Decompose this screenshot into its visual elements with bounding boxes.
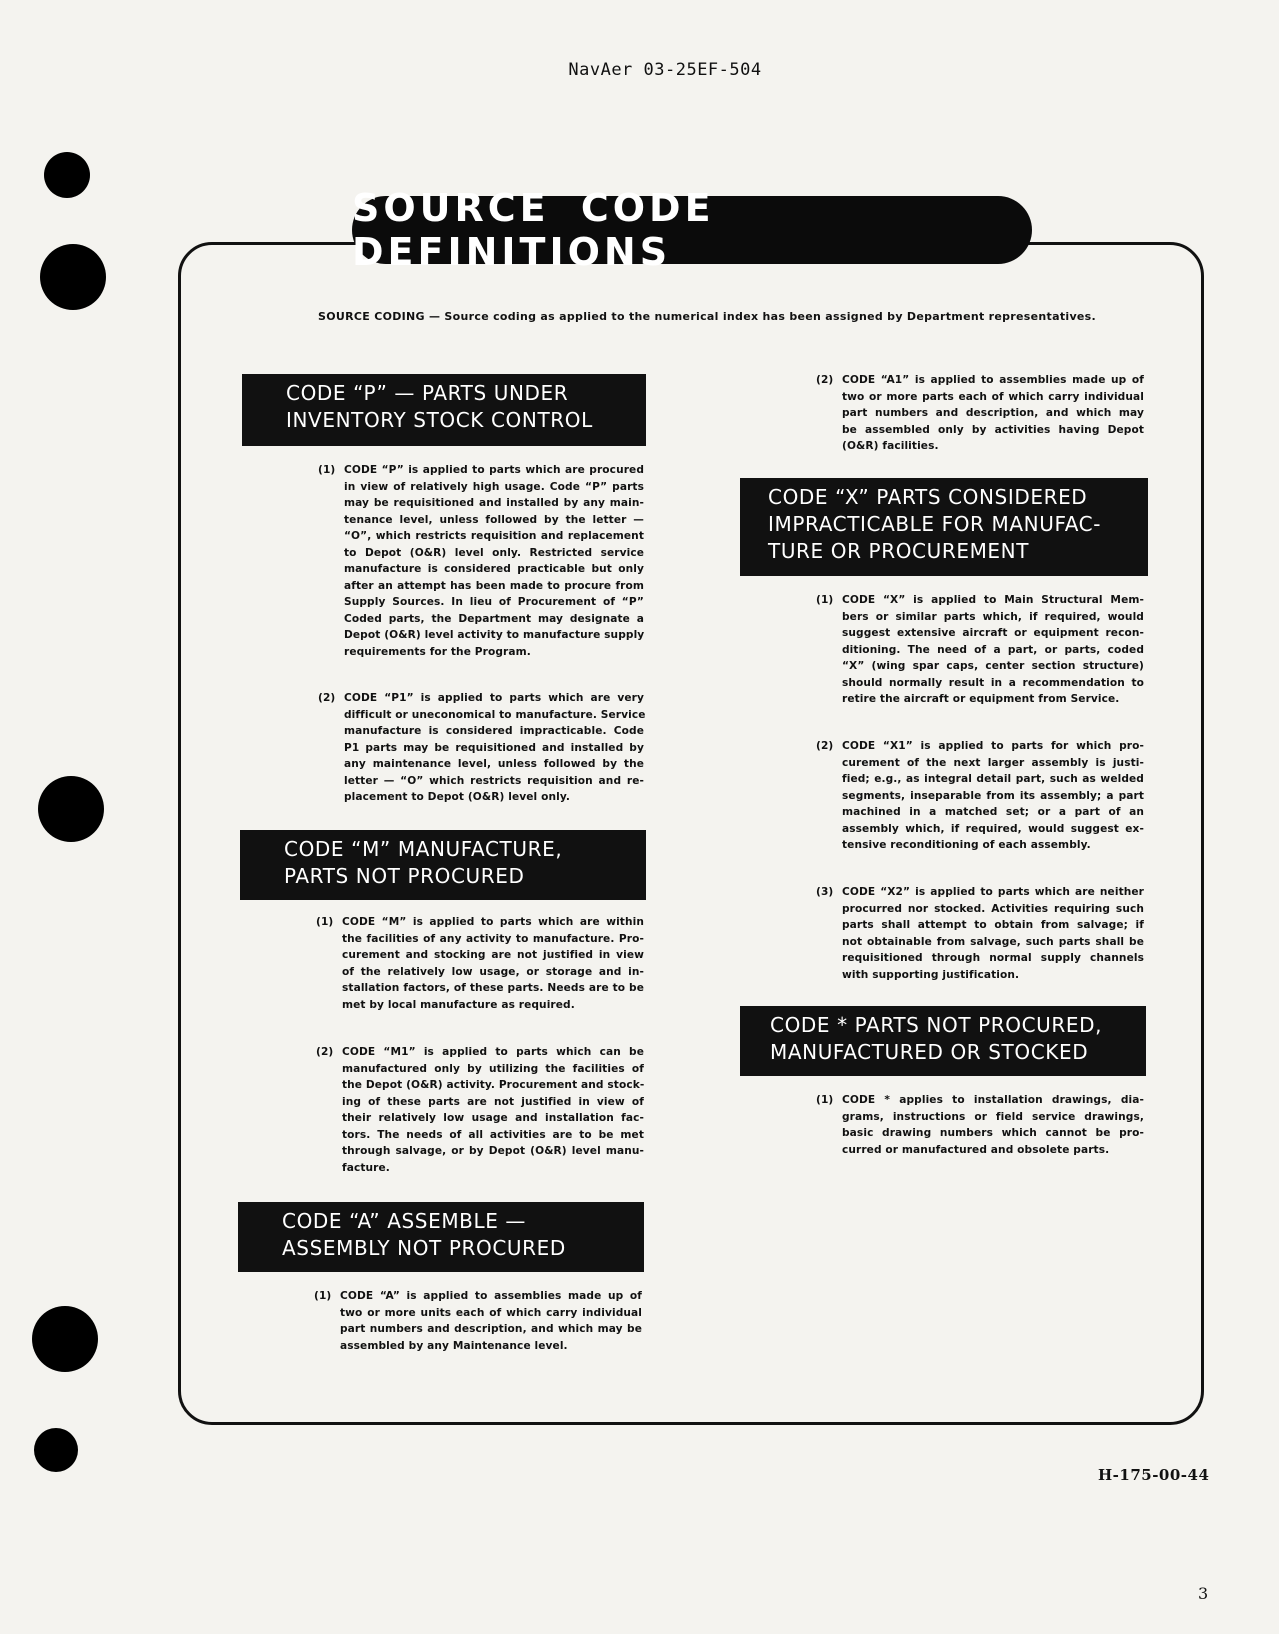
- text-line: with supporting justification.: [842, 968, 1020, 981]
- text-line: after an attempt has been made to procure from: [344, 579, 644, 592]
- text-line: parts shall attempt to obtain from salvage; if: [842, 919, 1144, 931]
- text-line: Supply Sources. In lieu of Procurement of “P”: [344, 596, 644, 608]
- text-line: met by local manufacture as required.: [342, 998, 575, 1011]
- text-line: curement and stocking are not justified in view: [342, 949, 644, 961]
- code-star-header-line: CODE * PARTS NOT PROCURED,: [770, 1013, 1103, 1037]
- text-line: tensive reconditioning of each assembly.: [842, 839, 1091, 851]
- code-a-header: [238, 1202, 644, 1272]
- text-line: may be requisitioned and installed by any main-: [344, 497, 644, 509]
- text-line: CODE “M1” is applied to parts which can be: [342, 1046, 644, 1058]
- code-m-header-line: PARTS NOT PROCURED: [284, 864, 525, 888]
- binder-hole-2: [40, 244, 106, 310]
- code-x-item-2: [816, 738, 1144, 854]
- code-a-item-1: [314, 1288, 642, 1354]
- text-line: CODE “P” is applied to parts which are procured: [344, 464, 644, 476]
- text-line: letter — “O” which restricts requisition and re-: [344, 774, 644, 787]
- text-line: CODE “X2” is applied to parts which are neither: [842, 886, 1144, 898]
- text-line: two or more parts each of which carry individual: [842, 390, 1144, 403]
- code-star-header: [740, 1006, 1146, 1076]
- text-line: ing of these parts are not justified in view of: [342, 1095, 644, 1108]
- text-line: fied; e.g., as integral detail part, such as welded: [842, 773, 1144, 785]
- text-line: CODE “P1” is applied to parts which are very: [344, 692, 644, 704]
- text-line: placement to Depot (O&R) level only.: [344, 791, 570, 803]
- code-p-item-2: [318, 690, 646, 806]
- text-line: segments, inseparable from its assembly; a part: [842, 789, 1144, 802]
- text-line: the facilities of any activity to manufacture. Pro-: [342, 932, 644, 945]
- text-line: not obtainable from salvage, such parts shall be: [842, 935, 1144, 948]
- text-line: their relatively low usage and installation fac-: [342, 1112, 644, 1124]
- page-number: 3: [1198, 1584, 1209, 1603]
- text-line: CODE “A1” is applied to assemblies made up of: [842, 374, 1144, 386]
- code-star-item-1: [816, 1092, 1144, 1158]
- text-line: manufacture is considered impracticable. Code: [344, 725, 644, 737]
- code-m-header: [240, 830, 646, 900]
- text-line: assembled by any Maintenance level.: [340, 1339, 568, 1352]
- text-line: suggest extensive aircraft or equipment recon-: [842, 627, 1144, 639]
- text-line: machined in a matched set; or a part of an: [842, 806, 1144, 818]
- item-number: (1): [816, 1094, 834, 1106]
- text-line: manufacture is considered practicable but only: [344, 563, 644, 575]
- code-x-header-line: IMPRACTICABLE FOR MANUFAC-: [768, 512, 1102, 536]
- text-line: CODE * applies to installation drawings, dia-: [842, 1094, 1144, 1106]
- text-line: requirements for the Program.: [344, 645, 531, 658]
- text-line: difficult or uneconomical to manufacture. Service: [344, 708, 646, 721]
- code-p-header-line: INVENTORY STOCK CONTROL: [286, 408, 593, 432]
- text-line: assembly which, if required, would suggest ex-: [842, 822, 1144, 835]
- item-number: (1): [318, 464, 336, 476]
- binder-hole-3: [38, 776, 104, 842]
- text-line: in view of relatively high usage. Code “P” parts: [344, 480, 644, 493]
- text-line: facture.: [342, 1161, 390, 1174]
- text-line: procurred nor stocked. Activities requiring such: [842, 902, 1144, 915]
- text-line: CODE “X” is applied to Main Structural Mem-: [842, 594, 1144, 606]
- text-line: Depot (O&R) level activity to manufacture supply: [344, 629, 645, 641]
- text-line: basic drawing numbers which cannot be pro-: [842, 1127, 1144, 1139]
- binder-hole-5: [34, 1428, 78, 1472]
- text-line: the Depot (O&R) activity. Procurement and stock-: [342, 1079, 645, 1091]
- code-x-header: [740, 478, 1148, 576]
- text-line: requisitioned through normal supply channels: [842, 952, 1144, 964]
- code-p-header: [242, 374, 646, 446]
- code-a-header-line: ASSEMBLY NOT PROCURED: [282, 1236, 566, 1260]
- text-line: two or more units each of which carry individual: [340, 1306, 642, 1319]
- text-line: CODE “A” is applied to assemblies made up of: [340, 1290, 642, 1302]
- text-line: Coded parts, the Department may designate a: [344, 612, 644, 625]
- text-line: be assembled only by activities having Depot: [842, 423, 1144, 436]
- text-line: curred or manufactured and obsolete parts.: [842, 1143, 1110, 1156]
- text-line: P1 parts may be requisitioned and installed by: [344, 741, 644, 754]
- text-line: part numbers and description, and which may be: [340, 1323, 642, 1335]
- item-number: (3): [816, 886, 834, 898]
- text-line: to Depot (O&R) level only. Restricted service: [344, 546, 644, 559]
- text-line: curement of the next larger assembly is justi-: [842, 756, 1144, 769]
- binder-hole-1: [44, 152, 90, 198]
- code-p-header-line: CODE “P” — PARTS UNDER: [286, 381, 569, 405]
- text-line: (O&R) facilities.: [842, 440, 939, 452]
- code-x-item-1: [816, 592, 1144, 708]
- text-line: manufactured only by utilizing the facilities of: [342, 1062, 644, 1075]
- item-number: (2): [318, 692, 336, 704]
- text-line: grams, instructions or field service drawings,: [842, 1110, 1144, 1123]
- text-line: bers or similar parts which, if required, would: [842, 610, 1144, 623]
- text-line: stallation factors, of these parts. Needs are to be: [342, 982, 644, 994]
- item-number: (2): [316, 1046, 334, 1058]
- text-line: ditioning. The need of a part, or parts, coded: [842, 643, 1144, 656]
- text-line: tors. The needs of all activities are to be met: [342, 1128, 644, 1141]
- text-line: part numbers and description, and which may: [842, 407, 1144, 419]
- item-number: (1): [314, 1290, 332, 1302]
- code-a-header-line: CODE “A” ASSEMBLE —: [282, 1209, 527, 1233]
- page-title: SOURCE CODE DEFINITIONS: [352, 196, 1032, 264]
- code-x-header-line: CODE “X” PARTS CONSIDERED: [768, 485, 1088, 509]
- text-line: CODE “X1” is applied to parts for which pro-: [842, 740, 1144, 752]
- binder-hole-4: [32, 1306, 98, 1372]
- item-number: (2): [816, 740, 834, 752]
- code-p-item-1: [318, 462, 645, 660]
- source-coding-intro: SOURCE CODING — Source coding as applied to the numerical index has been assigned by Department representatives.: [318, 310, 1096, 323]
- code-m-header-line: CODE “M” MANUFACTURE,: [284, 837, 563, 861]
- item-number: (2): [816, 374, 834, 386]
- text-line: tenance level, unless followed by the letter —: [344, 513, 644, 526]
- text-line: “X” (wing spar caps, center section structure): [842, 660, 1144, 672]
- item-number: (1): [316, 916, 334, 928]
- code-star-header-line: MANUFACTURED OR STOCKED: [770, 1040, 1089, 1064]
- code-x-item-3: [816, 884, 1144, 983]
- text-line: retire the aircraft or equipment from Service.: [842, 693, 1120, 705]
- text-line: through salvage, or by Depot (O&R) level manu-: [342, 1145, 644, 1157]
- code-a-item-2: [816, 372, 1144, 455]
- doc-number: NavAer 03-25EF-504: [568, 60, 762, 80]
- text-line: “O”, which restricts requisition and replacement: [344, 530, 644, 542]
- text-line: should normally result in a recommendation to: [842, 676, 1144, 689]
- code-m-item-1: [316, 914, 644, 1013]
- text-line: any maintenance level, unless followed by the: [344, 758, 644, 770]
- figure-code: H-175-00-44: [1098, 1466, 1210, 1484]
- text-line: of the relatively low usage, or storage and in-: [342, 965, 644, 978]
- code-m-item-2: [316, 1044, 645, 1176]
- text-line: CODE “M” is applied to parts which are within: [342, 916, 644, 928]
- item-number: (1): [816, 594, 834, 606]
- code-x-header-line: TURE OR PROCUREMENT: [768, 539, 1030, 563]
